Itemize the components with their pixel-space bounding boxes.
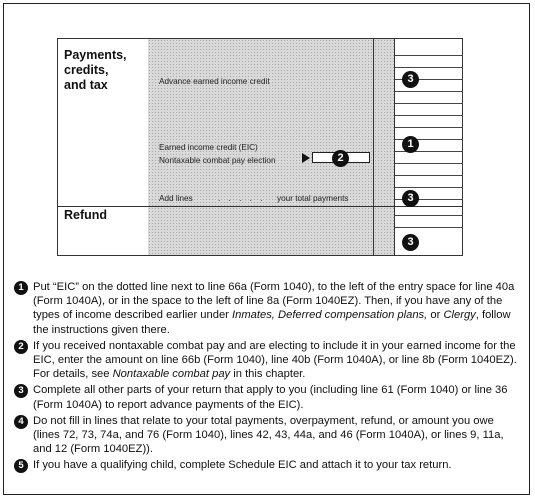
form-line — [395, 175, 463, 176]
step-2-badge: 2 — [332, 150, 349, 167]
instruction-text: Do not fill in lines that relate to your total payments, overpayment, refund, or amount you owe (lines 72, 73, 74a, and 76 (Form 1040), lines 42, 43, 44a, and 46 (Form 1040A), or lines 9, 11a, and 12 (Form 1040EZ)). — [33, 414, 504, 456]
section-heading-line: credits, — [64, 63, 109, 77]
section-heading-line: and tax — [64, 78, 108, 92]
form-line — [395, 91, 463, 92]
eic-label: Earned income credit (EIC) — [159, 143, 258, 152]
combat-pay-label: Nontaxable combat pay election — [159, 156, 276, 165]
instruction-text: , follow the instructions given there. — [33, 309, 511, 336]
form-line — [395, 163, 463, 164]
total-payments-label: your total payments — [277, 194, 349, 203]
step-3-badge: 3 — [14, 384, 28, 398]
form-line — [395, 227, 463, 228]
instruction-text: Put “EIC” on the dotted line next to line 66a (Form 1040), to the left of the entry space for line 40a (Form 1040A), or in the space to the left of line 8a (Form 1040EZ). Then, if you have any of the types of income described earlier under — [33, 281, 515, 322]
form-line — [395, 215, 463, 216]
instruction-text: Complete all other parts of your return that apply to you (including line 61 (Form 1040) or line 36 (Form 1040A) to report advance payments of the EIC). — [33, 384, 508, 411]
form-line — [395, 67, 463, 68]
form-line — [395, 115, 463, 116]
instruction-text: or — [427, 309, 444, 322]
form-line — [395, 127, 463, 128]
instruction-emphasis: Inmates, Deferred compensation plans, — [232, 309, 428, 322]
step-4-badge: 4 — [14, 415, 28, 429]
instruction-emphasis: Nontaxable combat pay — [112, 368, 231, 381]
instruction-item — [14, 280, 518, 337]
instruction-item — [14, 414, 518, 457]
form-line — [395, 103, 463, 104]
shaded-column — [373, 39, 395, 255]
step-1-badge: 1 — [14, 281, 28, 295]
arrow-right-icon — [302, 153, 310, 163]
add-lines-label: Add lines — [159, 194, 193, 203]
instruction-text: If you received nontaxable combat pay and are electing to include it in your earned income for the EIC, enter the amount on line 66b (Form 1040), line 40b (Form 1040A), or line 8b (Form 1040EZ). For details, see — [33, 339, 517, 381]
instructions-list — [14, 280, 518, 475]
step-5-badge: 5 — [14, 459, 28, 473]
instruction-item — [14, 339, 518, 382]
instruction-item — [14, 458, 518, 472]
instruction-text: If you have a qualifying child, complete Schedule EIC and attach it to your tax return. — [33, 459, 452, 472]
step-3-badge: 3 — [402, 190, 419, 207]
section-divider — [58, 206, 462, 207]
section-heading-line: Payments, — [64, 48, 127, 62]
step-1-badge: 1 — [402, 136, 419, 153]
step-3-badge: 3 — [402, 234, 419, 251]
form-line — [395, 55, 463, 56]
tax-form-excerpt — [57, 38, 463, 256]
advance-eic-label: Advance earned income credit — [159, 77, 270, 86]
section-refund-heading: Refund — [64, 208, 108, 222]
section-payments-heading — [64, 48, 127, 93]
dot-leader: . . . . . — [218, 194, 266, 203]
instruction-emphasis: Clergy — [443, 309, 476, 322]
step-3-badge: 3 — [402, 71, 419, 88]
form-line — [395, 187, 463, 188]
instruction-text: in this chapter. — [230, 368, 306, 381]
step-2-badge: 2 — [14, 340, 28, 354]
instruction-item — [14, 383, 518, 411]
